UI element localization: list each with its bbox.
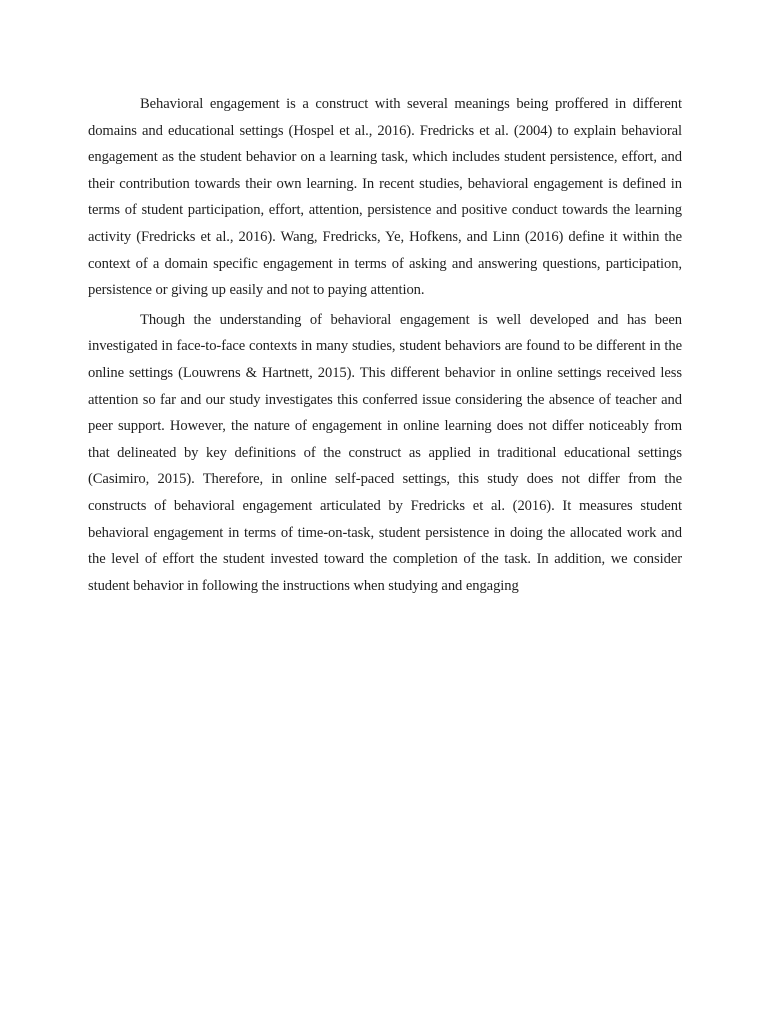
paragraph-1: Behavioral engagement is a construct with several meanings being proffered in different domains and educational settings (Hospel et al., 2016). Fredricks et al. (2004) to explain behavioral engagement as the student behavior on a learning task, which includes student persistence, effort, and their contribution towards their own learning. In recent studies, behavioral engagement is defined in terms of student participation, effort, attention, persistence and positive conduct towards the learning activity (Fredricks et al., 2016). Wang, Fredricks, Ye, Hofkens, and Linn (2016) define it within the context of a domain specific engagement in terms of asking and answering questions, participation, persistence or giving up easily and not to paying attention. (88, 96, 682, 299)
paragraph-2: Though the understanding of behavioral engagement is well developed and has been investigated in face-to-face contexts in many studies, student behaviors are found to be different in the online settings (Louwrens & Hartnett, 2015). This different behavior in online settings received less attention so far and our study investigates this conferred issue considering the absence of teacher and peer support. However, the nature of engagement in online learning does not differ noticeably from that delineated by key definitions of the construct as applied in traditional educational settings (Casimiro, 2015). Therefore, in online self-paced settings, this study does not differ from the constructs of behavioral engagement articulated by Fredricks et al. (2016). It measures student behavioral engagement in terms of time-on-task, student persistence in doing the allocated work and the level of effort the student invested toward the completion of the task. In addition, we consider student behavior in following the instructions when studying and engaging (88, 311, 682, 594)
